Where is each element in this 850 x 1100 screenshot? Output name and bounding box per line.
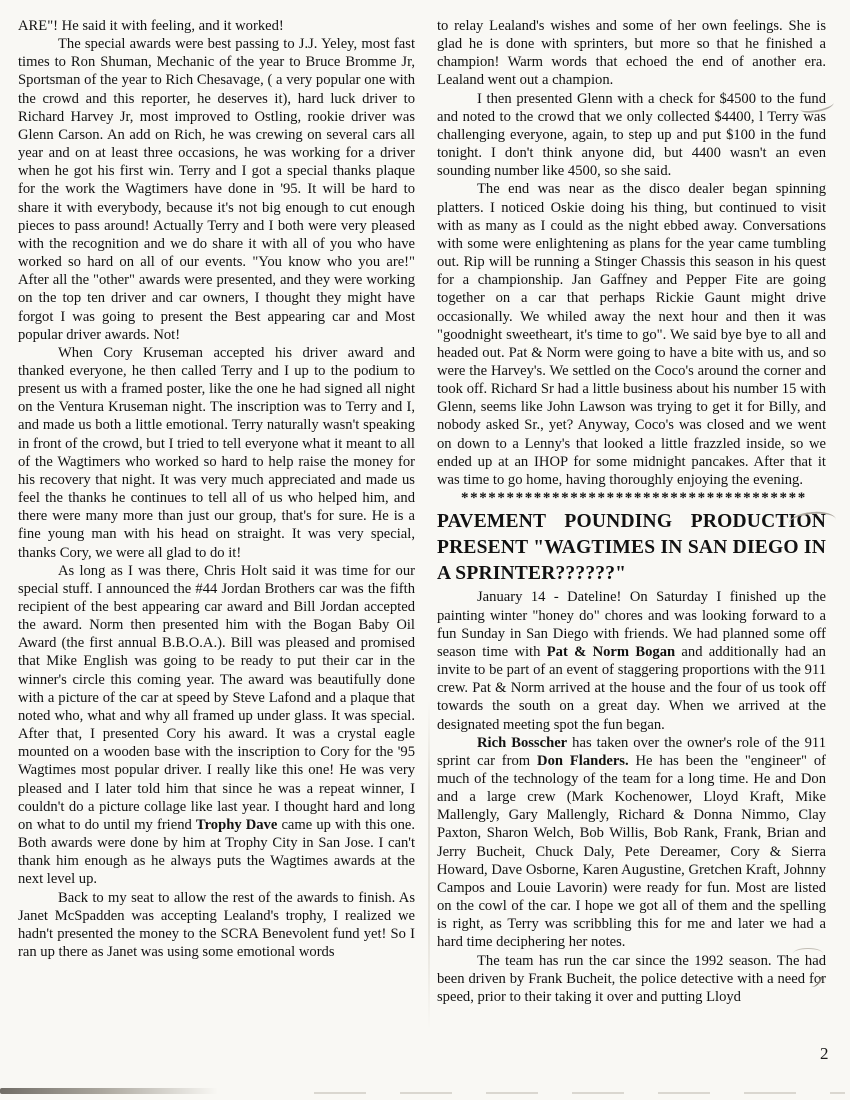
paragraph: The team has run the car since the 1992 season. The had been driven by Frank Bucheit, the police detective with a need for speed, prior to their taking it over and putting Lloyd <box>437 952 826 1005</box>
paragraph: The special awards were best passing to J.J. Yeley, most fast times to Ron Shuman, Mechanic of the year to Bruce Bromme Jr, Sportsman of the year to Rich Chesavage, ( a very popular one with the crowd and this reporter, he deserves it), hard luck driver to Richard Harvey Jr, most improved to Ostling, rookie driver was Glenn Carson. An add on Rich, he was crewing on several cars all year and on at least three occasions, he was working for a driver when he got his first win. Terry and I got a special thanks plaque for the work the Wagtimers have done in '95. It will be hard to share it with everybody, because it's not big enough to cut enough pieces to pass around! Actually Terry and I both were very pleased with the recognition and we do share it with all of you who have worked so hard on all of our events. "You know who you are!" After all the "other" awards were presented, and they were working on the top ten driver and car owners, I thought they might have forgot I was going to present the Best appearing car and Most popular driver awards. Not! <box>18 36 415 343</box>
paragraph: I then presented Glenn with a check for $4500 to the fund and noted to the crowd that we only collected $4400, l Terry was challenging everyone, again, to step up and put $100 in the fund tonight. I don't think anyone did, but 4400 wasn't an even sounding number like 4500, so she said. <box>437 90 826 180</box>
paragraph: As long as I was there, Chris Holt said it was time for our special stuff. I announced the #44 Jordan Brothers car was the fifth recipient of the best appearing car award and Bill Jordan accepted the award. Norm then presented him with the Bogan Baby Oil Award (the first annual B.B.O.A.). Bill was pleased and promised that Mike English was going to be ready to put their car in the winner's circle this coming year. The award was beautifully done with a picture of the car at speed by Steve Lafond and a plaque that noted who, what and why all framed up under glass. It was special. After that, I presented Cory his award. It was a crystal eagle mounted on a wooden base with the inscription to Cory for the '95 Wagtimes most popular driver. I really like this one! He was very pleased and I later told him that since he was a repeat winner, I couldn't do a picture collage like last year. I thought hard and long on what to do until my friend Trophy Dave came up with this one. Both awards were done by him at Trophy City in San Jose. I can't thank him enough as he always puts the Wagtimes awards at the next level up. <box>18 562 415 888</box>
scan-bottom-shadow <box>0 1088 218 1094</box>
paragraph: January 14 - Dateline! On Saturday I finished up the painting winter "honey do" chores and was looking forward to a fun Sunday in San Diego with friends. We had planned some off season time with Pat & Norm Bogan and additionally had an invite to be part of an event of staggering proportions with the 911 crew. Pat & Norm arrived at the house and the four of us took off towards the south on a great day. When we arrived at the designated meeting spot the fun began. <box>437 589 826 733</box>
scan-gutter-streak <box>428 700 430 1030</box>
paragraph: ARE"! He said it with feeling, and it worked! <box>18 18 284 34</box>
asterisk-divider: ************************************** <box>461 491 807 507</box>
section-heading: PAVEMENT POUNDING PRODUCTION PRESENT "WAGTIMES IN SAN DIEGO IN A SPRINTER??????" <box>437 511 826 584</box>
paragraph: Back to my seat to allow the rest of the awards to finish. As Janet McSpadden was accepting Lealand's trophy, I realized we hadn't presented the money to the SCRA Benevolent fund yet! So I ran up there as Janet was using some emotional words <box>18 889 415 960</box>
left-column <box>18 17 415 1057</box>
page-number: 2 <box>820 1044 829 1063</box>
paragraph: to relay Lealand's wishes and some of her own feelings. She is glad he is done with sprinters, but more so that he finished a champion! Warm words that echoed the end of another era. Lealand went out a champion. <box>437 18 826 89</box>
paragraph: Rich Bosscher has taken over the owner's role of the 911 sprint car from Don Flanders. He has been the "engineer" of much of the technology of the team for a long time. He and Don and a large crew (Mark Kochenower, Lloyd Kraft, Mike Mallengly, Gary Mallengly, Richard & Donna Nimmo, Clay Paxton, Sharon Welch, Bob Willis, Bob Rank, Frank, Brian and Jerry Bucheit, Chuck Daly, Pete Dereamer, Cory & Sierra Howard, Dave Osborne, Karen Augustine, Gretchen Kraft, Johnny Campos and Louie Lavorin) were ready for fun. Most are listed on the cowl of the car. I hope we got all of them and the spelling is right, as Terry was scribbling this for me and later we had a hard time deciphering her notes. <box>437 734 826 951</box>
right-column <box>437 17 826 1057</box>
paragraph: When Cory Kruseman accepted his driver award and thanked everyone, he then called Terry and I up to the podium to present us with a framed poster, like the one he had signed all night on the Ventura Kruseman night. The inscription was to Terry and I, and made us both a little emotional. Terry naturally wasn't speaking in front of the crowd, but I tried to tell everyone what it meant to all of the Wagtimers who worked so hard to help raise the money for his recovery that night. It was very much appreciated and made us feel the thanks he continues to tell all of us who helped him, and there were many more than just our group, that's for sure. He is a fine young man with his head on straight. It was very special, thanks Cory, we were all glad to do it! <box>18 344 415 561</box>
scan-bottom-dashes <box>280 1092 845 1094</box>
paragraph: The end was near as the disco dealer began spinning platters. I noticed Oskie doing his thing, but continued to visit with as many as I could as the night ebbed away. Conversations with some were enlightening as plans for the year came tumbling out. Rip will be running a Stinger Chassis this season in his quest for a championship. Jan Gaffney and Pepper Fite are going together on a car that perhaps Rickie Gaunt might drive occasionally. We whiled away the next hour and then it was "goodnight sweetheart, it's time to go". We said bye bye to all and headed out. Pat & Norm were going to have a bite with us, and so were the Harvey's. We settled on the Coco's around the corner and took off. Richard Sr had a little business about his number 15 with Glenn, seems like John Lawson was trying to get it for Billy, and nobody asked Sr., yet? Anyway, Coco's was closed and we went on down to a Lenny's that looked a little frazzled inside, so we ended up at an IHOP for some midnight pancakes. After that it was time to go home, having thoroughly enjoying the evening. <box>437 181 826 488</box>
